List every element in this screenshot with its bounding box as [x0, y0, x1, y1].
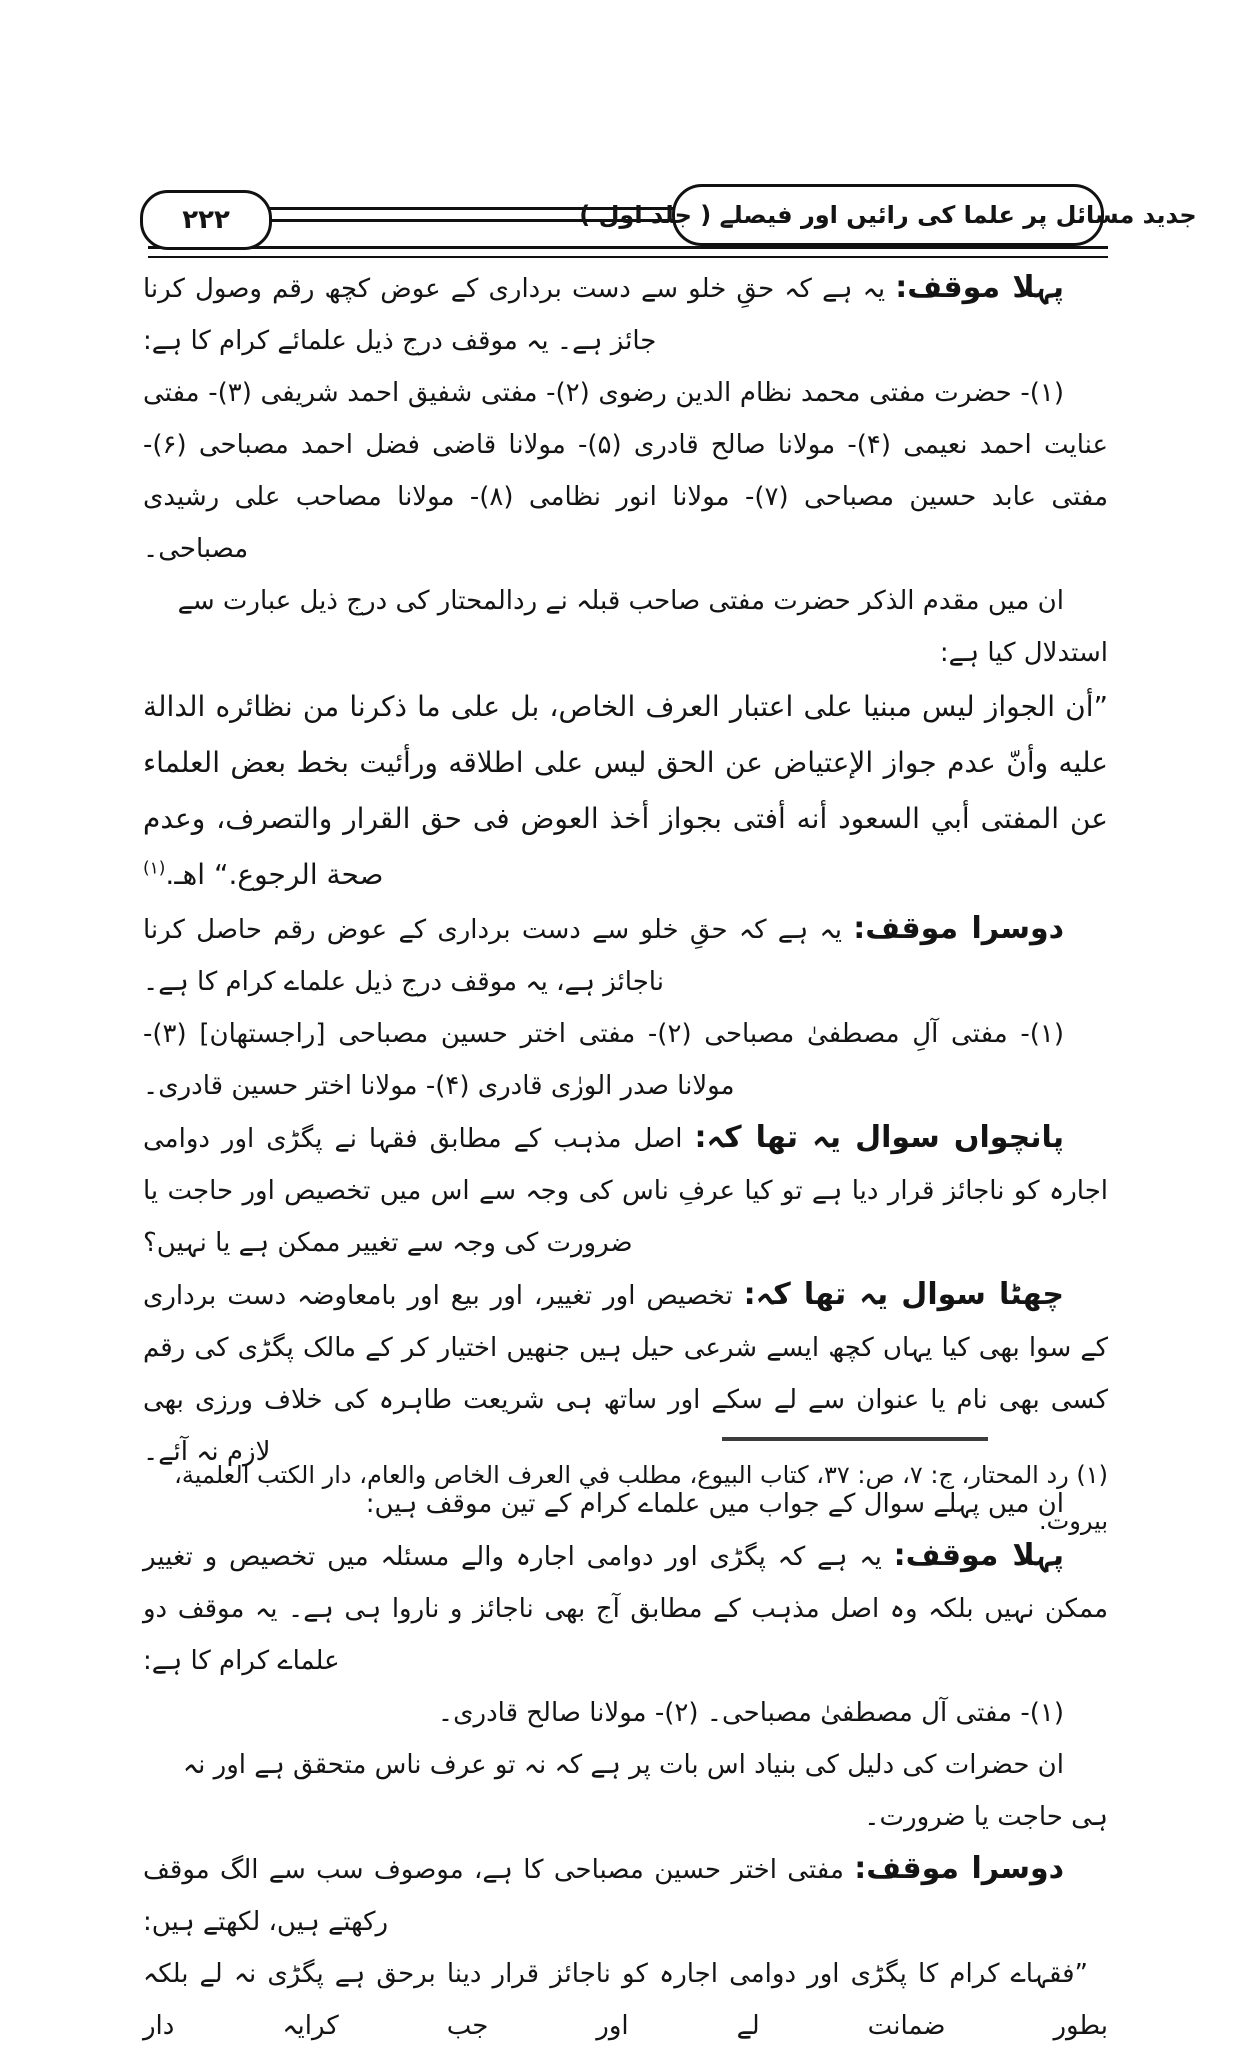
page-number-capsule: [140, 190, 272, 250]
arabic-quote: [143, 679, 1108, 903]
paragraph: [143, 1948, 1108, 2052]
paragraph-text: (۱)- مفتی آلِ مصطفیٰ مصباحی (۲)- مفتی اختر حسین مصباحی [راجستھان] (۳)- مولانا صدر الورٰی قادری (۴)- مولانا اختر حسین قادری۔: [143, 1019, 1064, 1101]
footnote-marker: (۱): [143, 858, 166, 879]
paragraph: [143, 903, 1108, 1008]
paragraph: [143, 1112, 1108, 1269]
paragraph: [143, 262, 1108, 367]
page-number: ۲۲۲: [182, 205, 230, 235]
inline-heading: چھٹا سوال یہ تھا کہ:: [743, 1277, 1064, 1312]
paragraph-text: اصل مذہب کے مطابق فقہا نے پگڑی اور دوامی اجارہ کو ناجائز قرار دیا ہے تو کیا عرفِ ناس کی وجہ سے اس میں تخصیص اور حاجت یا ضرورت کی وجہ سے تغییر ممکن ہے یا نہیں؟: [143, 1124, 1108, 1258]
paragraph: [143, 1843, 1108, 1948]
header-rule: [148, 246, 1108, 258]
paragraph-text: ان میں مقدم الذکر حضرت مفتی صاحب قبلہ نے ردالمحتار کی درج ذیل عبارت سے استدلال کیا ہے:: [177, 586, 1108, 668]
paragraph-text: یہ ہے کہ حقِ خلو سے دست برداری کے عوض رقم حاصل کرنا ناجائز ہے، یہ موقف درج ذیل علماے کرام کا ہے۔: [143, 915, 842, 997]
paragraph-text: تخصیص اور تغییر، اور بیع اور بامعاوضہ دست برداری کے سوا بھی کیا یہاں کچھ ایسے شرعی حیل ہیں جنھیں اختیار کر کے مالک پگڑی کی رقم کسی بھی نام یا عنوان سے لے سکے اور ساتھ ہی شریعت طاہرہ کی خلاف ورزی بھی لازم نہ آئے۔: [143, 1281, 1108, 1467]
paragraph: [143, 1687, 1108, 1739]
paragraph: [143, 575, 1108, 679]
inline-heading: پہلا موقف:: [895, 270, 1064, 305]
inline-heading: پانچواں سوال یہ تھا کہ:: [694, 1120, 1065, 1155]
paragraph-text: ان حضرات کی دلیل کی بنیاد اس بات پر ہے کہ نہ تو عرف ناس متحقق ہے اور نہ ہی حاجت یا ضرورت۔: [182, 1750, 1108, 1832]
paragraph-text: مفتی اختر حسین مصباحی کا ہے، موصوف سب سے الگ موقف رکھتے ہیں، لکھتے ہیں:: [143, 1855, 844, 1937]
footnote: [143, 1452, 1108, 1544]
inline-heading: دوسرا موقف:: [853, 911, 1065, 946]
footnote-separator: [722, 1437, 988, 1441]
paragraph: [143, 1739, 1108, 1843]
paragraph: [143, 1530, 1108, 1687]
paragraph-text: یہ ہے کہ حقِ خلو سے دست برداری کے عوض کچھ رقم وصول کرنا جائز ہے۔ یہ موقف درج ذیل علمائے کرام کا ہے:: [143, 274, 886, 356]
book-title-cartouche: [579, 184, 1197, 246]
inline-heading: پہلا موقف:: [893, 1538, 1064, 1573]
paragraph-text: یہ ہے کہ پگڑی اور دوامی اجارہ والے مسئلہ میں تخصیص و تغییر ممکن نہیں بلکہ وہ اصل مذہب کے مطابق آج بھی ناجائز و ناروا ہی ہے۔ یہ موقف دو علماے کرام کا ہے:: [143, 1542, 1108, 1676]
paragraph: [143, 1269, 1108, 1478]
book-title: جدید مسائل پر علما کی رائیں اور فیصلے ( جلد اول ): [579, 201, 1197, 229]
paragraph: [143, 367, 1108, 575]
paragraph-text: ”فقہاے کرام کا پگڑی اور دوامی اجارہ کو ناجائز قرار دینا برحق ہے پگڑی نہ لے بلکہ بطور ضمانت لے اور جب کرایہ دار: [143, 1959, 1108, 2041]
page-body: [143, 262, 1108, 2052]
paragraph-text: ان میں پہلے سوال کے جواب میں علماے کرام کے تین موقف ہیں:: [365, 1489, 1064, 1519]
paragraph-text: (۱)- مفتی آل مصطفیٰ مصباحی۔ (۲)- مولانا صالح قادری۔: [437, 1698, 1064, 1728]
inline-heading: دوسرا موقف:: [854, 1851, 1065, 1886]
paragraph-text: (۱)- حضرت مفتی محمد نظام الدین رضوی (۲)- مفتی شفیق احمد شریفی (۳)- مفتی عنایت احمد نعیمی (۴)- مولانا صالح قادری (۵)- مولانا قاضی فضل احمد مصباحی (۶)- مفتی عابد حسین مصباحی (۷)- مولانا انور نظامی (۸)- مولانا مصاحب علی رشیدی مصباحی۔: [143, 378, 1109, 564]
paragraph: [143, 1008, 1108, 1112]
page-header: [0, 0, 1240, 260]
quote-text: ”أن الجواز ليس مبنيا على اعتبار العرف الخاص، بل على ما ذكرنا من نظائره الدالة عليه وأنّ عدم جواز الإعتياض عن الحق ليس على اطلاقه ورأئيت بخط بعض العلماء عن المفتى أبي السعود أنه أفتى بجواز أخذ العوض فى حق القرار والتصرف، وعدم صحة الرجوع.“ اهـ.: [143, 690, 1108, 891]
footnote-text: (۱) رد المحتار، ج: ۷، ص: ۳۷، کتاب البیوع، مطلب في العرف الخاص والعام، دار الکتب العلمیة، بیروت.: [174, 1461, 1108, 1535]
